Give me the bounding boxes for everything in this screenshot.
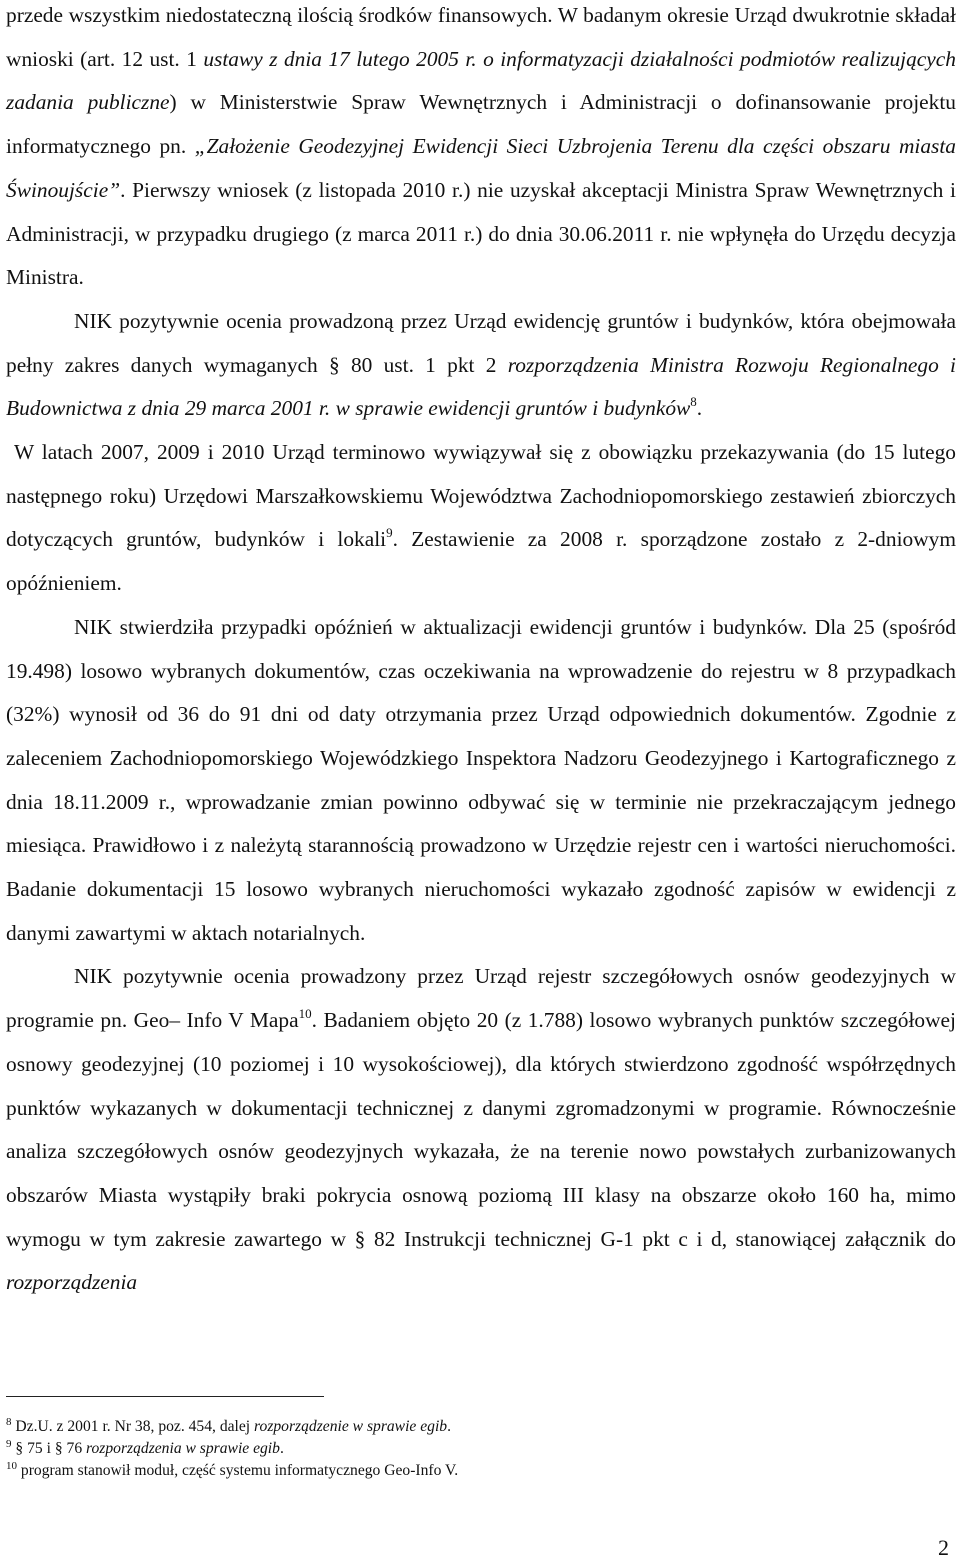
paragraph bbox=[6, 300, 956, 431]
page-number: 2 bbox=[938, 1535, 949, 1560]
paragraph bbox=[6, 0, 956, 300]
footnote-reference: 10 bbox=[298, 1006, 312, 1022]
text-run: NIK pozytywnie ocenia prowadzony przez Urząd rejestr szczegółowych osnów geodezyjnych w programie pn. Geo– Info V Mapa bbox=[6, 964, 956, 1033]
italic-text: „Założenie Geodezyjnej Ewidencji Sieci Uzbrojenia Terenu dla części obszaru miasta Świnoujście” bbox=[6, 134, 956, 202]
text-run: . Zestawienie za 2008 r. sporządzone zostało z 2-dniowym opóźnieniem. bbox=[6, 527, 956, 596]
text-run: . bbox=[696, 396, 703, 421]
italic-text: rozporządzenie w sprawie egib bbox=[254, 1418, 448, 1435]
footnote-number: 10 bbox=[6, 1460, 17, 1472]
italic-text: rozporządzenia Ministra Rozwoju Regionalnego i Budownictwa z dnia 29 marca 2001 r. w sprawie ewidencji gruntów i budynków bbox=[6, 352, 957, 421]
text-run: NIK stwierdziła przypadki opóźnień w aktualizacji ewidencji gruntów i budynków. Dla 25 (spośród 19.498) losowo wybranych dokumentów, czas oczekiwania na wprowadzenie do rejestru w 8 przypadkach (32%) wynosił od 36 do 91 dni od daty otrzymania przez Urząd odpowiednich dokumentów. Zgodnie z zaleceniem Zachodniopomorskiego Wojewódzkiego Inspektora Nadzoru Geodezyjnego i Kartograficznego z dnia 18.11.2009 r., wprowadzanie zmian powinno odbywać się w terminie nie przekraczającym jednego miesiąca. Prawidłowo i z należytą starannością prowadzono w Urzędzie rejestr cen i wartości nieruchomości. Badanie dokumentacji 15 losowo wybranych nieruchomości wykazało zgodność zapisów w ewidencji z danymi zawartymi w aktach notarialnych. bbox=[6, 614, 956, 945]
italic-text: rozporządzenia w sprawie egib bbox=[86, 1440, 280, 1457]
paragraph bbox=[6, 955, 956, 1305]
text-run: program stanowił moduł, część systemu informatycznego Geo-Info V. bbox=[20, 1462, 459, 1479]
footnote-separator bbox=[6, 1396, 324, 1397]
text-run: . Badaniem objęto 20 (z 1.788) losowo wybranych punktów szczegółowej osnowy geodezyjnej (10 poziomej i 10 wysokościowej), dla których stwierdzono zgodność współrzędnych punktów wykazanych w dokumentacji technicznej z danymi zgromadzonymi w programie. Równocześnie analiza szczegółowych osnów geodezyjnych wykazała, że na terenie nowo powstałych zurbanizowanych obszarów Miasta wystąpiły braki pokrycia osnową poziomą III klasy na obszarze około 160 ha, mimo wymogu w tym zakresie zawartego w § 82 Instrukcji technicznej G-1 pkt c i d, stanowiącej załącznik do bbox=[6, 1008, 956, 1251]
text-run: Dz.U. z 2001 r. Nr 38, poz. 454, dalej bbox=[15, 1418, 255, 1435]
text-run: . Pierwszy wniosek (z listopada 2010 r.) nie uzyskał akceptacji Ministra Spraw Wewnętrznych i Administracji, w przypadku drugiego (z marca 2011 r.) do dnia 30.06.2011 r. nie wpłynęła do Urzędu decyzja Ministra. bbox=[6, 177, 956, 290]
paragraph bbox=[6, 606, 956, 956]
footnote-reference: 8 bbox=[690, 394, 697, 410]
text-run: § 75 i § 76 bbox=[15, 1440, 87, 1457]
text-run: przede wszystkim niedostateczną ilością środków finansowych. W badanym okresie Urząd dwukrotnie składał wnioski (art. 12 ust. 1 bbox=[6, 3, 956, 71]
footnotes bbox=[6, 1416, 946, 1482]
text-run: . bbox=[279, 1440, 284, 1457]
text-run: . bbox=[447, 1418, 451, 1435]
paragraph bbox=[6, 431, 956, 606]
body-text bbox=[6, 0, 956, 1305]
footnote-number: 9 bbox=[6, 1438, 12, 1450]
text-run: W latach 2007, 2009 i 2010 Urząd terminowo wywiązywał się z obowiązku przekazywania (do 15 lutego następnego roku) Urzędowi Marszałkowskiemu Województwa Zachodniopomorskiego zestawień zbiorczych dotyczących gruntów, budynków i lokali bbox=[6, 440, 956, 552]
italic-text: rozporządzenia bbox=[6, 1270, 138, 1295]
text-run: NIK pozytywnie ocenia prowadzoną przez Urząd ewidencję gruntów i budynków, która obejmowała pełny zakres danych wymaganych § 80 ust. 1 pkt 2 bbox=[6, 308, 956, 377]
italic-text: ustawy z dnia 17 lutego 2005 r. o informatyzacji działalności podmiotów realizujących zadania publiczne bbox=[6, 46, 956, 115]
text-run: ) w Ministerstwie Spraw Wewnętrznych i Administracji o dofinansowanie projektu informatycznego pn. bbox=[6, 90, 956, 159]
footnote bbox=[6, 1416, 946, 1438]
footnote bbox=[6, 1438, 946, 1460]
footnote bbox=[6, 1460, 946, 1482]
footnote-reference: 9 bbox=[386, 525, 393, 541]
footnote-number: 8 bbox=[6, 1416, 12, 1428]
